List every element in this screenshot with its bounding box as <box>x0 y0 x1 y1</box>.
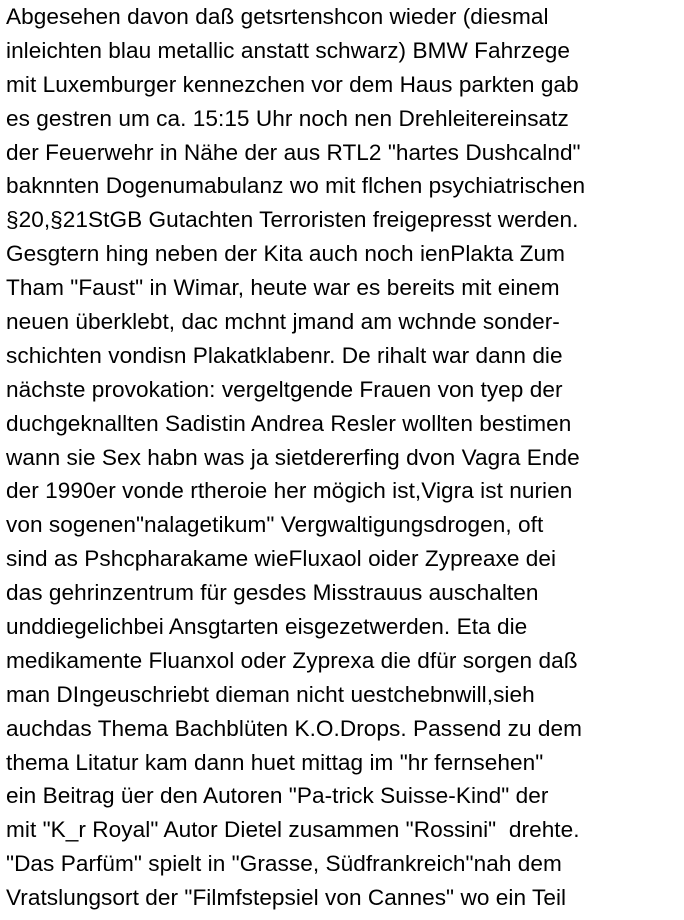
text-line-9: Tham "Faust" in Wimar, heute war es bereits mit einem <box>6 275 560 301</box>
text-line-21: man DIngeuschriebt dieman nicht uestchebnwill,sieh <box>6 681 535 707</box>
text-line-2: inleichten blau metallic anstatt schwarz) BMW Fahrzege <box>6 37 571 63</box>
text-line-17: sind as Pshcpharakame wieFluxaol oider Zypreaxe dei <box>6 546 557 572</box>
text-line-23: thema Litatur kam dann huet mittag im "hr fernsehen" <box>6 749 544 775</box>
text-line-11: schichten vondisn Plakatklabenr. De rihalt war dann die <box>6 342 563 368</box>
text-line-14: wann sie Sex habn was ja sietdererfing dvon Vagra Ende <box>6 444 580 470</box>
text-line-4: es gestren um ca. 15:15 Uhr noch nen Drehleitereinsatz <box>6 105 569 131</box>
text-line-10: neuen überklebt, dac mchnt jmand am wchnde sonder- <box>6 309 560 335</box>
text-line-19: unddiegelichbei Ansgtarten eisgezetwerden. Eta die <box>6 614 528 640</box>
text-line-16: von sogenen"nalagetikum" Vergwaltigungsdrogen, oft <box>6 512 544 538</box>
text-line-15: der 1990er vonde rtheroie her mögich ist,Vigra ist nurien <box>6 478 573 504</box>
text-line-1: Abgesehen davon daß getsrtenshcon wieder (diesmal <box>6 4 549 29</box>
text-line-8: Gesgtern hing neben der Kita auch noch ienPlakta Zum <box>6 241 566 267</box>
text-line-20: medikamente Fluanxol oder Zyprexa die dfür sorgen daß <box>6 647 578 673</box>
text-line-6: baknnten Dogenumabulanz wo mit flchen psychiatrischen <box>6 173 586 199</box>
text-line-13: duchgeknallten Sadistin Andrea Resler wollten bestimen <box>6 410 572 436</box>
text-line-24: ein Beitrag üer den Autoren "Pa-trick Suisse-Kind" der <box>6 783 549 809</box>
text-line-22: auchdas Thema Bachblüten K.O.Drops. Passend zu dem <box>6 715 583 741</box>
text-line-5: der Feuerwehr in Nähe der aus RTL2 "hartes Dushcalnd" <box>6 139 581 165</box>
text-line-26: "Das Parfüm" spielt in "Grasse, Südfrankreich"nah dem <box>6 851 562 877</box>
text-line-12: nächste provokation: vergeltgende Frauen von tyep der <box>6 376 563 402</box>
text-line-3: mit Luxemburger kennezchen vor dem Haus parkten gab <box>6 71 579 97</box>
text-line-7: §20,§21StGB Gutachten Terroristen freigepresst werden. <box>6 207 579 233</box>
text-line-27: Vratslungsort der "Filmfstepsiel von Cannes" wo ein Teil <box>6 885 567 911</box>
document-body <box>6 0 684 920</box>
text-line-18: das gehrinzentrum für gesdes Misstrauus auschalten <box>6 580 539 606</box>
text-line-25: mit "K_r Royal" Autor Dietel zusammen "Rossini" drehte. <box>6 817 580 843</box>
